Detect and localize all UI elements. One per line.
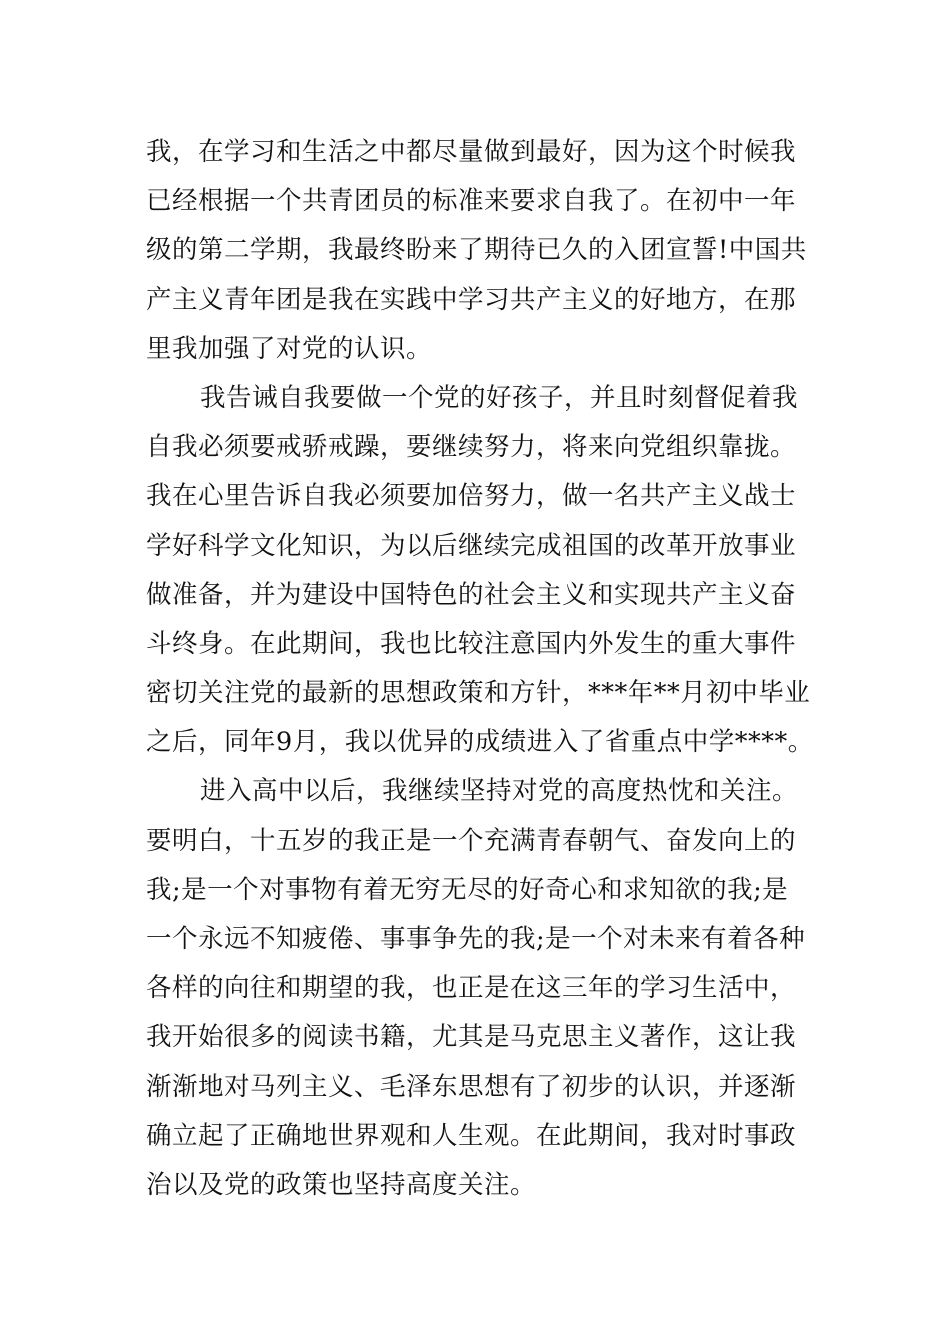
text-line: 斗终身。在此期间，我也比较注意国内外发生的重大事件 bbox=[146, 628, 797, 659]
text-line: 我在心里告诉自我必须要加倍努力，做一名共产主义战士 bbox=[146, 481, 797, 512]
text-line: 里我加强了对党的认识。 bbox=[146, 333, 433, 364]
paragraph-1 bbox=[146, 128, 808, 374]
text-line: 我;是一个对事物有着无穷无尽的好奇心和求知欲的我;是 bbox=[146, 874, 789, 905]
paragraph-3 bbox=[146, 767, 808, 1210]
text-line: 我，在学习和生活之中都尽量做到最好，因为这个时候我 bbox=[146, 137, 797, 167]
paragraph-2 bbox=[146, 374, 814, 768]
text-line: 产主义青年团是我在实践中学习共产主义的好地方，在那 bbox=[146, 284, 797, 315]
text-line: 各样的向往和期望的我，也正是在这三年的学习生活中， bbox=[146, 973, 797, 1004]
body-text bbox=[146, 128, 814, 1210]
text-line: 进入高中以后，我继续坚持对党的高度热忱和关注。 bbox=[200, 776, 799, 807]
text-line: 确立起了正确地世界观和人生观。在此期间，我对时事政 bbox=[146, 1120, 797, 1151]
text-line: 渐渐地对马列主义、毛泽东思想有了初步的认识，并逐渐 bbox=[146, 1071, 797, 1102]
text-line: 级的第二学期，我最终盼来了期待已久的入团宣誓!中国共 bbox=[146, 235, 807, 266]
text-line: 我开始很多的阅读书籍，尤其是马克思主义著作，这让我 bbox=[146, 1022, 797, 1053]
text-line: 做准备，并为建设中国特色的社会主义和实现共产主义奋 bbox=[146, 579, 797, 610]
text-line: 治以及党的政策也坚持高度关注。 bbox=[146, 1169, 537, 1200]
text-line: 一个永远不知疲倦、事事争先的我;是一个对未来有着各种 bbox=[146, 924, 806, 954]
text-line: 已经根据一个共青团员的标准来要求自我了。在初中一年 bbox=[146, 186, 797, 217]
text-line: 之后，同年9月，我以优异的成绩进入了省重点中学****。 bbox=[146, 727, 814, 758]
text-line: 要明白，十五岁的我正是一个充满青春朝气、奋发向上的 bbox=[146, 825, 797, 856]
text-line: 自我必须要戒骄戒躁，要继续努力，将来向党组织靠拢。 bbox=[146, 432, 797, 463]
text-line: 密切关注党的最新的思想政策和方针，***年**月初中毕业 bbox=[146, 678, 811, 709]
text-line: 学好科学文化知识，为以后继续完成祖国的改革开放事业 bbox=[146, 530, 797, 561]
text-line: 我告诫自我要做一个党的好孩子，并且时刻督促着我 bbox=[200, 382, 799, 413]
